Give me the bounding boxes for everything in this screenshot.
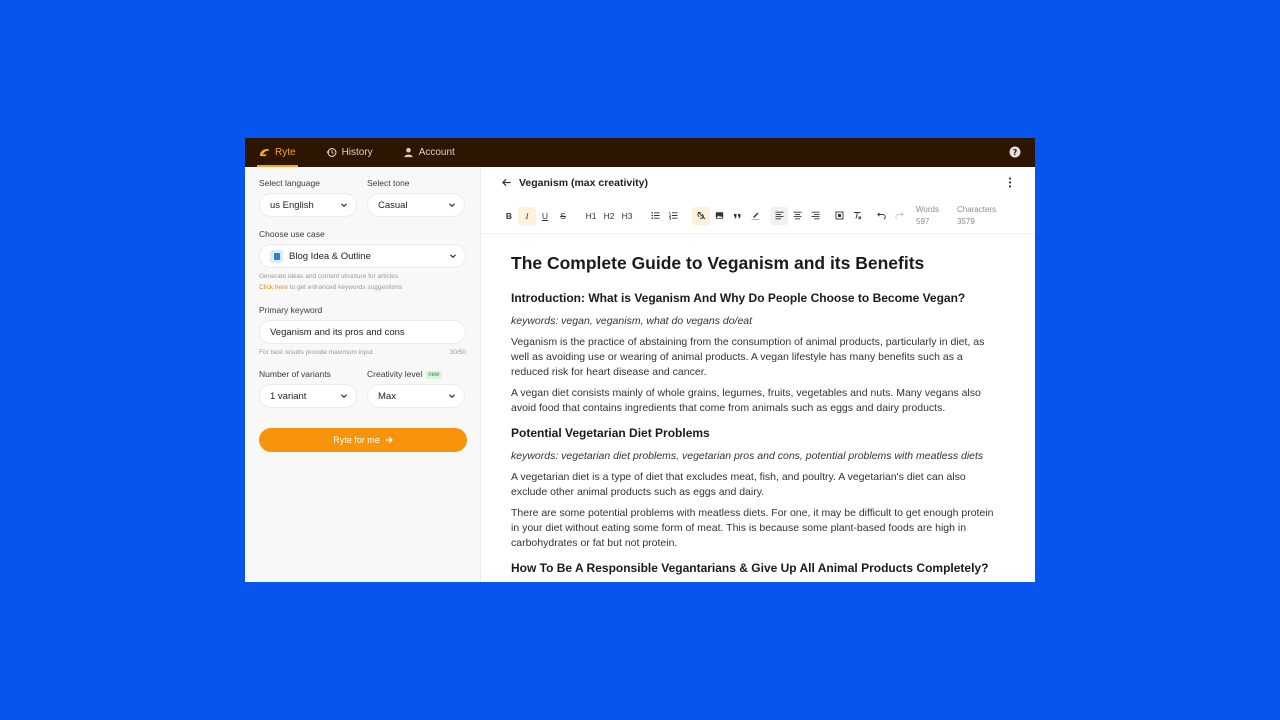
paragraph: A vegan diet consists mainly of whole grains, legumes, fruits, vegetables and nuts. Many vegans also avoid food that contains ingredients that come from animals such as eggs and dairy products. [511, 387, 981, 414]
ryte-logo-icon [259, 147, 270, 158]
bold-button[interactable]: B [505, 210, 513, 221]
use-case-label: Choose use case [259, 229, 325, 239]
clear-format-icon [853, 211, 862, 220]
paragraph: A vegetarian diet is a type of diet that excludes meat, fish, and poultry. A vegetarian's diet can also exclude other animal products such as eggs and dairy. [511, 471, 966, 498]
chevron-down-icon [340, 392, 348, 400]
words-label: Words [916, 204, 939, 214]
history-icon [326, 147, 337, 158]
tab-label: Ryte [275, 147, 296, 158]
tone-select[interactable] [367, 193, 465, 217]
keyword-count: 30/50 [449, 349, 466, 356]
creativity-value: Max [378, 390, 396, 402]
keyword-label: Primary keyword [259, 305, 323, 315]
tone-label: Select tone [367, 178, 410, 188]
align-right-button[interactable] [806, 207, 824, 225]
strikethrough-button[interactable]: S [560, 210, 566, 221]
editor-pane [482, 167, 1035, 582]
paragraph: There are some potential problems with meatless diets. For one, it may be difficult to get enough protein in your diet without eating some form of meat. This is because some plant-based foods are high in carbohydrates or fat but not protein. [511, 507, 994, 549]
ryte-for-me-button[interactable] [259, 428, 467, 452]
creativity-label: Creativity level [367, 369, 423, 379]
tab-account[interactable] [403, 138, 455, 167]
creativity-label-row [367, 369, 465, 379]
language-value: us English [270, 199, 314, 211]
tab-history[interactable] [326, 138, 373, 167]
heading-2-button[interactable]: H2 [603, 210, 615, 221]
cta-label: Ryte for me [333, 435, 380, 445]
quote-button[interactable] [728, 207, 746, 225]
user-icon [403, 147, 414, 158]
chevron-down-icon [449, 252, 457, 260]
heading-3-button[interactable]: H3 [621, 210, 633, 221]
settings-sidebar [245, 167, 481, 582]
formatting-toolbar [482, 198, 1035, 234]
tone-value: Casual [378, 199, 408, 211]
section-keywords: keywords: vegetarian diet problems, vegetarian pros and cons, potential problems with meatless diets [511, 450, 984, 462]
use-case-select[interactable] [259, 244, 466, 268]
use-case-value: Blog Idea & Outline [289, 250, 371, 262]
frame-icon [835, 211, 844, 220]
top-nav [245, 138, 1035, 167]
language-label: Select language [259, 178, 320, 188]
primary-keyword-input[interactable] [259, 320, 466, 344]
align-center-icon [793, 211, 802, 220]
clear-format-button[interactable] [848, 207, 866, 225]
blog-icon [270, 250, 283, 263]
numbered-list-button[interactable] [664, 207, 682, 225]
keywords-hint-text: to get enhanced keywords suggestions [287, 284, 403, 291]
characters-count: 3579 [956, 216, 975, 226]
arrow-right-icon [385, 436, 393, 444]
redo-button[interactable] [890, 207, 908, 225]
keywords-hint [259, 284, 466, 291]
tab-label: History [341, 147, 373, 158]
redo-icon [895, 211, 904, 220]
image-button[interactable] [710, 207, 728, 225]
section-heading: How To Be A Responsible Vegantarians & Give Up All Animal Products Completely? [511, 561, 989, 575]
numbered-list-icon [669, 211, 678, 220]
creativity-select[interactable] [367, 384, 465, 408]
new-badge: new [425, 371, 442, 379]
unlink-icon [697, 211, 706, 220]
svg-text:?: ? [1012, 147, 1018, 157]
article-content[interactable] [482, 234, 1002, 580]
language-select[interactable] [259, 193, 357, 217]
variants-label: Number of variants [259, 369, 331, 379]
chevron-down-icon [448, 392, 456, 400]
characters-label: Characters [956, 204, 997, 214]
words-stat [916, 204, 939, 228]
words-count: 597 [916, 216, 930, 226]
help-icon[interactable] [1009, 146, 1021, 158]
article-title: The Complete Guide to Veganism and its Benefits [511, 253, 925, 273]
variants-value: 1 variant [270, 390, 307, 402]
pen-icon [751, 211, 760, 220]
align-center-button[interactable] [788, 207, 806, 225]
chevron-down-icon [448, 201, 456, 209]
section-heading: Introduction: What is Veganism And Why Do People Choose to Become Vegan? [511, 291, 966, 305]
use-case-hint: Generate ideas and content structure for articles [259, 273, 399, 280]
undo-button[interactable] [872, 207, 890, 225]
embed-button[interactable] [830, 207, 848, 225]
document-title: Veganism (max creativity) [519, 176, 648, 189]
paragraph: Veganism is the practice of abstaining from the consumption of animal products, particularly in diet, as well as avoiding use or wearing of animal products. A vegan lifestyle has many benefits such as a reduced risk for heart disease and cancer. [511, 336, 985, 378]
document-header [482, 167, 1035, 198]
document-stats [916, 204, 996, 228]
tab-label: Account [418, 147, 455, 158]
highlight-button[interactable] [746, 207, 764, 225]
section-keywords: keywords: vegan, veganism, what do vegans do/eat [511, 315, 753, 327]
heading-1-button[interactable]: H1 [585, 210, 597, 221]
bullet-list-button[interactable] [646, 207, 664, 225]
align-left-icon [775, 211, 784, 220]
tab-ryte[interactable] [259, 138, 296, 167]
arrow-left-icon[interactable] [501, 177, 512, 188]
chevron-down-icon [340, 201, 348, 209]
align-left-button[interactable] [770, 207, 788, 225]
keyword-value: Veganism and its pros and cons [270, 326, 405, 338]
bullet-list-icon [651, 211, 660, 220]
image-icon [715, 211, 724, 220]
unlink-button[interactable] [692, 207, 710, 225]
keywords-link[interactable]: Click here [259, 284, 288, 291]
align-right-icon [811, 211, 820, 220]
quote-icon [733, 211, 742, 220]
variants-select[interactable] [259, 384, 357, 408]
undo-icon [877, 211, 886, 220]
more-vertical-icon[interactable] [1005, 177, 1015, 188]
keyword-hint: For best results provide maximum input [259, 349, 373, 356]
section-heading: Potential Vegetarian Diet Problems [511, 426, 710, 440]
app-window [245, 138, 1035, 582]
underline-button[interactable]: U [541, 210, 549, 221]
italic-button[interactable]: I [518, 207, 536, 225]
characters-stat [957, 204, 996, 228]
